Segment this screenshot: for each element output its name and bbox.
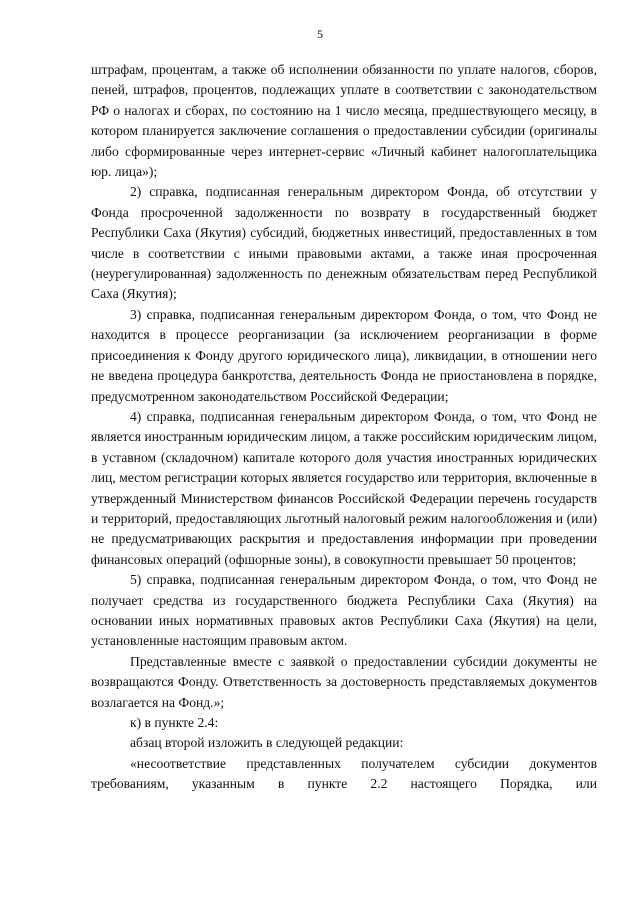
paragraph-item-3: 3) справка, подписанная генеральным директором Фонда, о том, что Фонд не находится в процессе реорганизации (за исключением реорганизации в форме присоединения к Фонду другого юридического лица), ликвидации, в отношении него не введена процедура банкротства, деятельность Фонда не приостановлена в порядке, предусмотренном законодательством Российской Федерации; — [91, 306, 597, 404]
paragraph-instruction: абзац второй изложить в следующей редакции: — [130, 735, 404, 751]
document-body — [91, 60, 597, 795]
paragraph-quoted-text: «несоответствие представленных получателем субсидии документов требованиям, указанным в пункте 2.2 настоящего Порядка, или — [91, 755, 597, 792]
paragraph-subitem-k: к) в пункте 2.4: — [130, 715, 219, 730]
paragraph-continuation: штрафам, процентам, а также об исполнении обязанности по уплате налогов, сборов, пеней, штрафов, процентов, подлежащих уплате в соответствии с законодательством РФ о налогах и сборах, по состоянию на 1 число месяца, предшествующего месяцу, в котором планируется заключение соглашения о предоставлении субсидии (оригиналы либо сформированные через интернет-сервис «Личный кабинет налогоплательщика юр. лица»); — [91, 62, 597, 180]
paragraph-documents-note: Представленные вместе с заявкой о предоставлении субсидии документы не возвращаются Фонду. Ответственность за достоверность представляемых документов возлагается на Фонд.»; — [91, 653, 597, 710]
page-number: 5 — [317, 27, 323, 41]
paragraph-item-4: 4) справка, подписанная генеральным директором Фонда, о том, что Фонд не является иностранным юридическим лицом, а также российским юридическим лицом, в уставном (складочном) капитале которого доля участия иностранных юридических лиц, местом регистрации которых является государство или территория, включенные в утвержденный Министерством финансов Российской Федерации перечень государств и территорий, предоставляющих льготный налоговый режим налогообложения и (или) не предусматривающих раскрытия и предоставления информации при проведении финансовых операций (офшорные зоны), в совокупности превышает 50 процентов; — [91, 408, 597, 567]
paragraph-item-2: 2) справка, подписанная генеральным директором Фонда, об отсутствии у Фонда просроченной задолженности по возврату в государственный бюджет Республики Саха (Якутия) субсидий, бюджетных инвестиций, предоставленных в том числе в соответствии с иными правовыми актами, а также иная просроченная (неурегулированная) задолженность по денежным обязательствам перед Республикой Саха (Якутия); — [91, 184, 597, 302]
paragraph-item-5: 5) справка, подписанная генеральным директором Фонда, о том, что Фонд не получает средства из государственного бюджета Республики Саха (Якутия) на основании иных нормативных правовых актов Республики Саха (Якутия) на цели, установленные настоящим правовым актом. — [91, 572, 597, 649]
